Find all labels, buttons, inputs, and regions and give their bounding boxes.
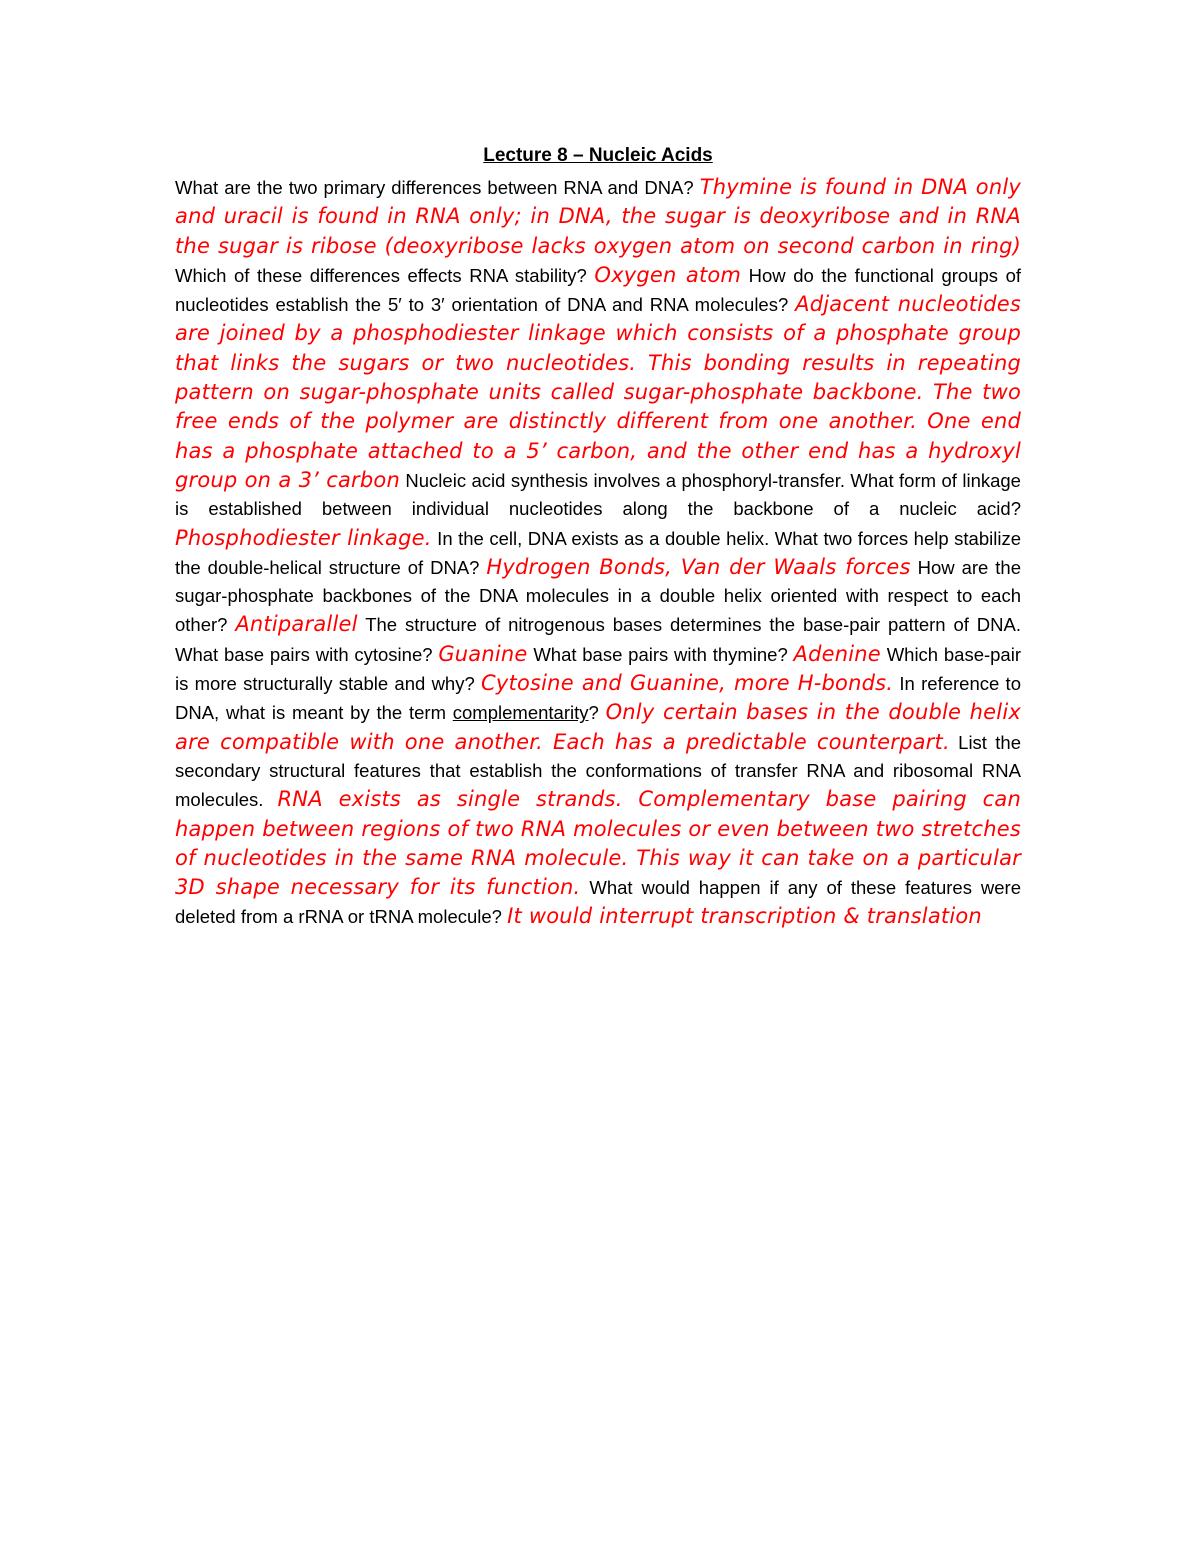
question-text: How are the sugar-phosphate backbones of the DNA molecules in a double helix oriented with respect to each other? [175,556,1021,636]
question-text: Which of these differences effects RNA stability? [175,264,595,286]
answer-text: Phosphodiester linkage. [175,525,432,550]
question-text: Which base-pair is more structurally stable and why? [175,643,1021,695]
question-text: In the cell, DNA exists as a double helix. What two forces help stabilize the double-helical structure of DNA? [175,527,1021,578]
answer-text: Cytosine and Guanine, more H-bonds. [481,671,894,696]
answer-text: Oxygen atom [594,262,742,287]
answer-text: RNA exists as single strands. Complementary base pairing can happen between regions of two RNA molecules or even between two stretches of nucleotides in the same RNA molecule. This way it can take on a particular 3D shape necessary for its function. [175,787,1021,900]
question-text: ? [588,702,606,724]
question-text: What would happen if any of these features were deleted from a rRNA or tRNA molecule? [175,877,1021,928]
question-text: Nucleic acid synthesis involves a phosphoryl-transfer. What form of linkage is established between individual nucleotides along the backbone of a nucleic acid? [175,469,1021,520]
question-text: How do the functional groups of nucleotides establish the 5′ to 3′ orientation of DNA and RNA molecules? [175,264,1022,316]
answer-text: Thymine is found in DNA only and uracil is found in RNA only; in DNA, the sugar is deoxyribose and in RNA the sugar is ribose (deoxyribose lacks oxygen atom on second carbon in ring) [175,175,1021,258]
answer-text: Only certain bases in the double helix are compatible with one another. Each has a predictable counterpart. [175,700,1021,754]
underlined-term: complementarity [452,702,589,724]
document-title: Lecture 8 – Nucleic Acids [483,145,713,166]
question-text: List the secondary structural features that establish the conformations of transfer RNA and ribosomal RNA molecules. [175,731,1021,811]
answer-text: It would interrupt transcription & translation [507,904,982,929]
answer-text: Guanine [438,641,528,666]
answer-text: Adjacent nucleotides are joined by a phosphodiester linkage which consists of a phosphate group that links the sugars or two nucleotides. This bonding results in repeating pattern on sugar-phosphate units called sugar-phosphate backbone. The two free ends of the polymer are distinctly different from one another. One end has a phosphate attached to a 5’ carbon, and the other end has a hydroxyl group on a 3’ carbon [175,292,1021,492]
question-text: What base pairs with thymine? [527,643,794,665]
document-page [175,143,1021,932]
answer-text: Adenine [793,641,881,666]
question-text: In reference to DNA, what is meant by the term [175,673,1021,724]
document-body [175,173,1021,932]
question-text: What are the two primary differences between RNA and DNA? [175,177,700,198]
answer-text: Hydrogen Bonds, Van der Waals forces [486,554,911,579]
answer-text: Antiparallel [235,612,358,637]
question-text: The structure of nitrogenous bases determines the base-pair pattern of DNA. What base pairs with cytosine? [175,614,1021,665]
